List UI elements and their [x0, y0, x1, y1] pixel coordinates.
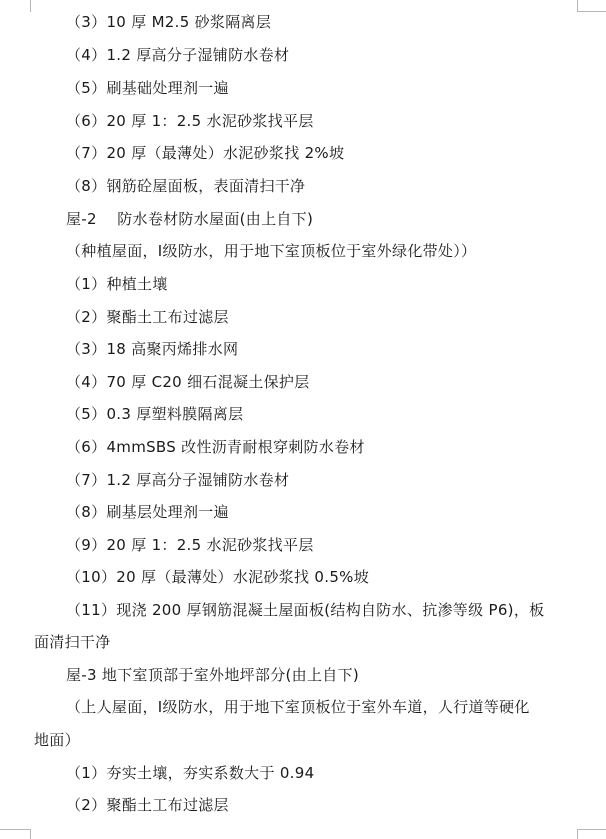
- list-item: （11）现浇 200 厚钢筋混凝土屋面板(结构自防水、抗渗等级 P6)，板: [66, 601, 545, 619]
- list-item: （6）4mmSBS 改性沥青耐根穿刺防水卷材: [66, 438, 365, 456]
- crop-mark-bottom-left-vertical: [30, 829, 31, 839]
- list-item: （5）0.3 厚塑料膜隔离层: [66, 405, 244, 423]
- list-item: （2）聚酯土工布过滤层: [66, 308, 229, 326]
- list-item: （10）20 厚（最薄处）水泥砂浆找 0.5%坡: [66, 568, 370, 586]
- crop-mark-top-left: [30, 0, 31, 12]
- list-item: （3）18 高聚丙烯排水网: [66, 340, 239, 358]
- list-item: （3）10 厚 M2.5 砂浆隔离层: [66, 13, 272, 31]
- section-heading: 屋-2 防水卷材防水屋面(由上自下): [66, 210, 314, 228]
- crop-mark-bottom-right-vertical: [577, 829, 578, 839]
- list-item: （4）70 厚 C20 细石混凝土保护层: [66, 373, 310, 391]
- list-item: （1）夯实土壤，夯实系数大于 0.94: [66, 764, 315, 782]
- list-item: （7）20 厚（最薄处）水泥砂浆找 2%坡: [66, 144, 345, 162]
- crop-mark-top-right-horizontal: [577, 11, 606, 12]
- list-item: （6）20 厚 1：2.5 水泥砂浆找平层: [66, 112, 314, 130]
- list-item: （7）1.2 厚高分子湿铺防水卷材: [66, 471, 290, 489]
- list-item: （2）聚酯土工布过滤层: [66, 796, 229, 814]
- crop-mark-bottom-left-horizontal: [0, 829, 30, 830]
- list-item: （5）刷基础处理剂一遍: [66, 79, 229, 97]
- section-note: （上人屋面，Ⅰ级防水，用于地下室顶板位于室外车道，人行道等硬化: [66, 698, 530, 716]
- list-item: （9）20 厚 1：2.5 水泥砂浆找平层: [66, 536, 314, 554]
- list-item: （8）刷基层处理剂一遍: [66, 503, 229, 521]
- section-note: （种植屋面，Ⅰ级防水，用于地下室顶板位于室外绿化带处））: [66, 242, 477, 260]
- section-heading: 屋-3 地下室顶部于室外地坪部分(由上自下): [66, 666, 360, 684]
- list-item-continuation: 面清扫干净: [34, 633, 111, 651]
- list-item: （1）种植土壤: [66, 275, 168, 293]
- crop-mark-bottom-right-horizontal: [577, 829, 606, 830]
- list-item: （4）1.2 厚高分子湿铺防水卷材: [66, 46, 290, 64]
- list-item: （8）钢筋砼屋面板，表面清扫干净: [66, 177, 306, 195]
- section-note-continuation: 地面）: [34, 731, 80, 749]
